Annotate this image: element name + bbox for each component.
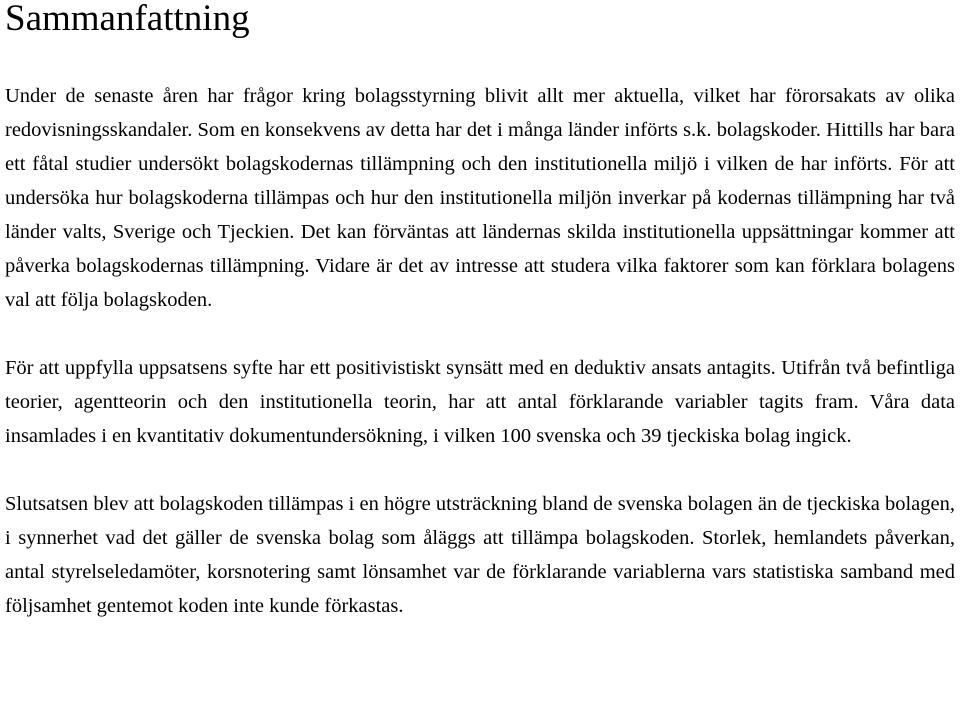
page-title: Sammanfattning bbox=[5, 0, 250, 39]
document-page bbox=[5, 0, 955, 623]
paragraph-conclusion: Slutsatsen blev att bolagskoden tillämpas i en högre utsträckning bland de svenska bolagen än de tjeckiska bolagen, i synnerhet vad det gäller de svenska bolag som åläggs att tillämpa bolagskoden. Storlek, hemlandets påverkan, antal styrelseledamöter, korsnotering samt lönsamhet var de förklarande variablerna vars statistiska samband med följsamhet gentemot koden inte kunde förkastas. bbox=[5, 493, 955, 617]
paragraph-method: För att uppfylla uppsatsens syfte har ett positivistiskt synsätt med en deduktiv ansats antagits. Utifrån två befintliga teorier, agentteorin och den institutionella teorin, har att antal förklarande variabler tagits fram. Våra data insamlades i en kvantitativ dokumentundersökning, i vilken 100 svenska och 39 tjeckiska bolag ingick. bbox=[5, 357, 955, 447]
paragraph-background: Under de senaste åren har frågor kring bolagsstyrning blivit allt mer aktuella, vilket har förorsakats av olika redovisningsskandaler. Som en konsekvens av detta har det i många länder införts s.k. bolagskoder. Hittills har bara ett fåtal studier undersökt bolagskodernas tillämpning och den institutionella miljö i vilken de har införts. För att undersöka hur bolagskoderna tillämpas och hur den institutionella miljön inverkar på kodernas tillämpning har två länder valts, Sverige och Tjeckien. Det kan förväntas att ländernas skilda institutionella uppsättningar kommer att påverka bolagskodernas tillämpning. Vidare är det av intresse att studera vilka faktorer som kan förklara bolagens val att följa bolagskoden. bbox=[5, 85, 955, 311]
